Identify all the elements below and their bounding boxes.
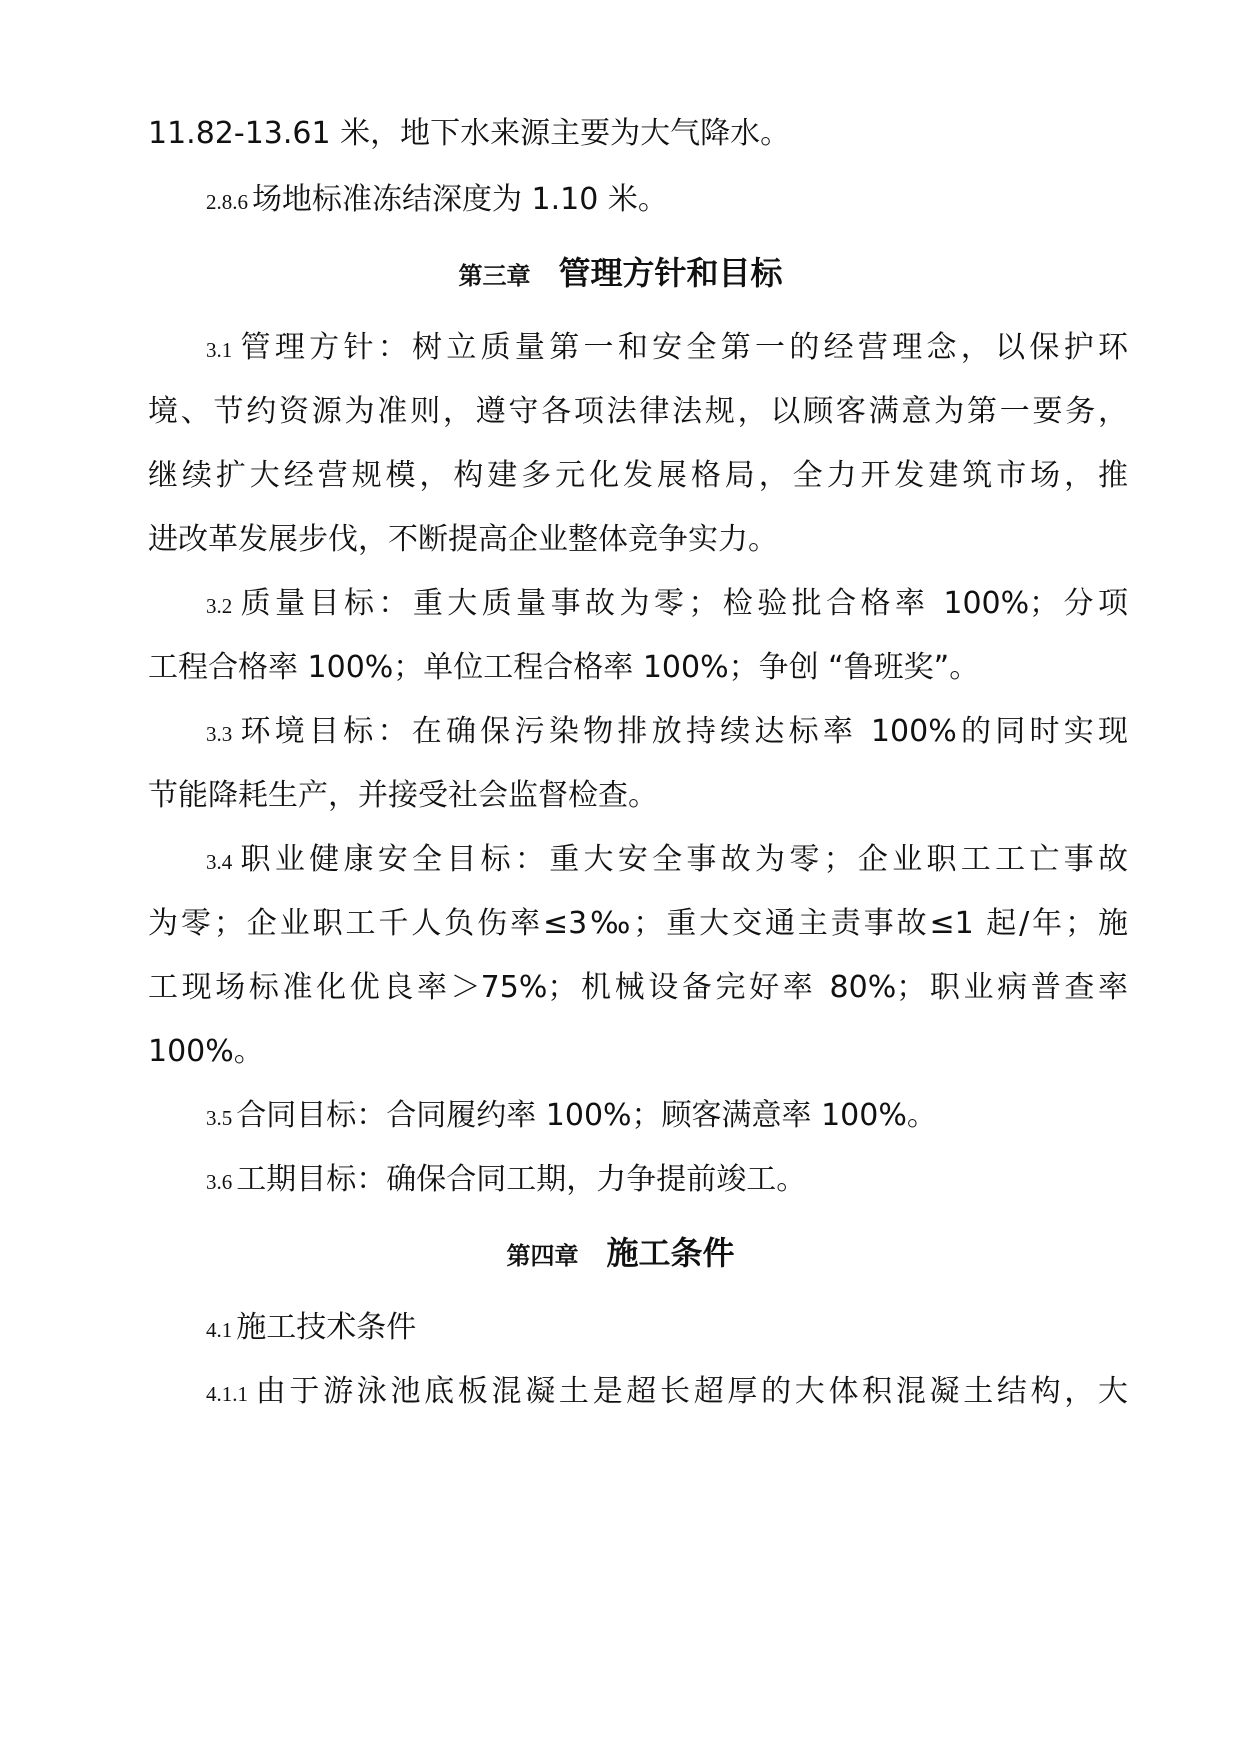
section-number: 3.6 [206, 1170, 233, 1194]
paragraph-3-2-line-1 [206, 584, 1128, 626]
chapter-3-heading [0, 251, 1241, 299]
section-number: 4.1.1 [206, 1382, 248, 1406]
paragraph-3-1-line-4: 进改革发展步伐，不断提高企业整体竞争实力。 [148, 522, 778, 557]
chapter-label: 第三章 [458, 264, 531, 290]
paragraph-2-8-6 [206, 180, 1128, 222]
paragraph-3-3-line-2: 节能降耗生产，并接受社会监督检查。 [148, 778, 658, 813]
paragraph-text: 环境目标：在确保污染物排放持续达标率 100%的同时实现 [236, 714, 1128, 749]
paragraph-3-1-line-2: 境、节约资源为准则，遵守各项法律法规，以顾客满意为第一要务， [148, 394, 1128, 429]
paragraph-text: 施工技术条件 [236, 1310, 417, 1345]
section-number: 3.3 [206, 722, 233, 746]
chapter-4-heading [0, 1231, 1241, 1279]
paragraph-3-6 [206, 1160, 1128, 1202]
paragraph-4-1 [206, 1308, 1128, 1350]
section-number: 4.1 [206, 1318, 233, 1342]
paragraph-3-4-line-1 [206, 840, 1128, 882]
paragraph-text: 工期目标：确保合同工期，力争提前竣工。 [236, 1162, 807, 1197]
chapter-title: 管理方针和目标 [558, 254, 783, 292]
paragraph-3-2-line-2: 工程合格率 100%；单位工程合格率 100%；争创 “鲁班奖”。 [148, 650, 980, 685]
paragraph-4-1-1 [206, 1372, 1128, 1414]
paragraph-3-4-line-2: 为零；企业职工千人负伤率≤3‰；重大交通主责事故≤1 起/年；施 [148, 906, 1128, 941]
chapter-title: 施工条件 [606, 1234, 735, 1272]
paragraph-3-3-line-1 [206, 712, 1128, 754]
paragraph-3-1-line-1 [206, 328, 1128, 370]
paragraph-3-4-line-4: 100%。 [148, 1034, 264, 1069]
paragraph-text: 职业健康安全目标：重大安全事故为零；企业职工工亡事故 [236, 842, 1128, 877]
section-number: 3.2 [206, 594, 233, 618]
section-number: 3.4 [206, 850, 233, 874]
paragraph-text: 合同目标：合同履约率 100%；顾客满意率 100%。 [236, 1098, 937, 1133]
paragraph-text: 管理方针：树立质量第一和安全第一的经营理念，以保护环 [236, 330, 1128, 365]
paragraph-text: 场地标准冻结深度为 1.10 米。 [252, 182, 668, 217]
paragraph-line: 11.82-13.61 米，地下水来源主要为大气降水。 [148, 116, 791, 151]
section-number: 3.1 [206, 338, 233, 362]
chapter-label: 第四章 [506, 1244, 579, 1270]
paragraph-text: 由于游泳池底板混凝土是超长超厚的大体积混凝土结构，大 [252, 1374, 1128, 1409]
paragraph-3-5 [206, 1096, 1128, 1138]
paragraph-text: 质量目标：重大质量事故为零；检验批合格率 100%；分项 [236, 586, 1128, 621]
section-number: 3.5 [206, 1106, 233, 1130]
paragraph-3-4-line-3: 工现场标准化优良率＞75%；机械设备完好率 80%；职业病普查率 [148, 970, 1128, 1005]
paragraph-3-1-line-3: 继续扩大经营规模，构建多元化发展格局，全力开发建筑市场，推 [148, 458, 1128, 493]
section-number: 2.8.6 [206, 190, 248, 214]
